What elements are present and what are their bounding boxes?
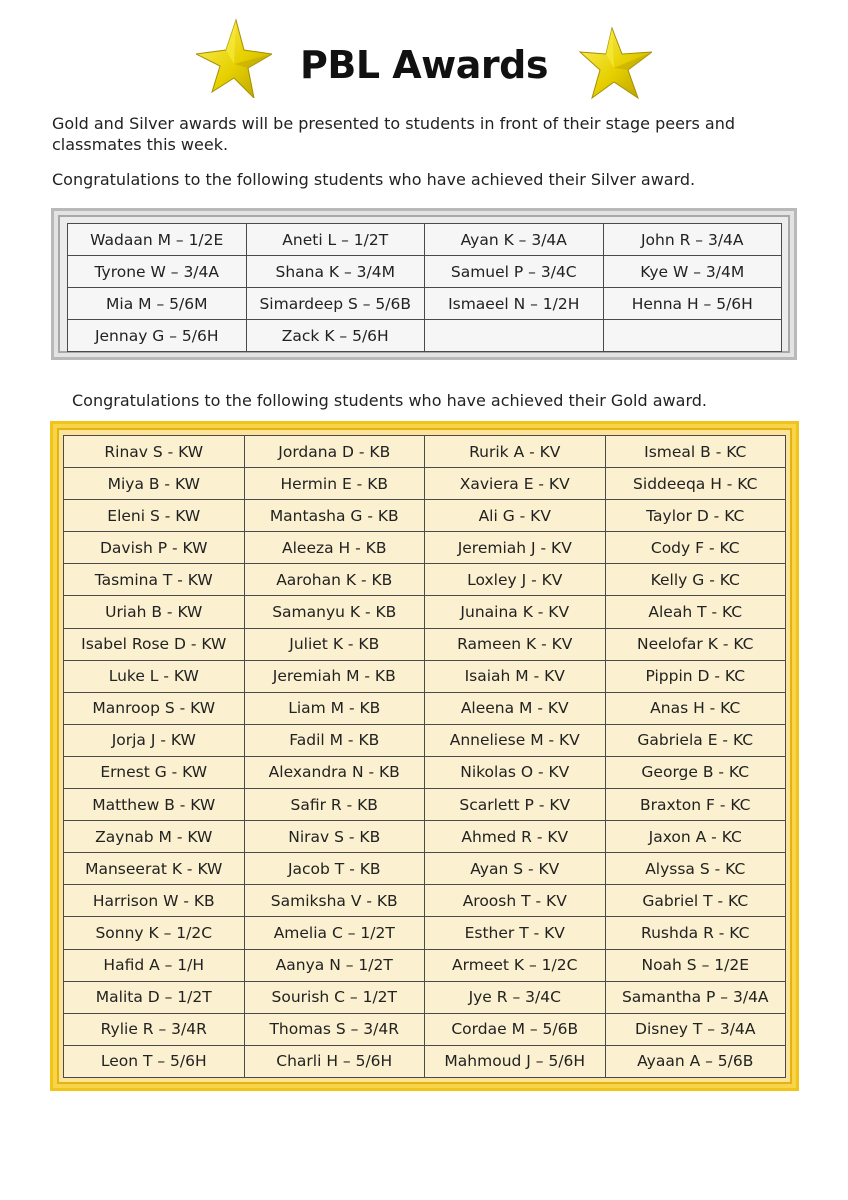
student-name-cell: Armeet K – 1/2C [425, 949, 606, 981]
student-name-cell: Thomas S – 3/4R [244, 1013, 425, 1045]
table-row [64, 949, 786, 981]
student-name-cell: Rushda R - KC [605, 917, 786, 949]
student-name-cell: Cody F - KC [605, 532, 786, 564]
student-name-cell: Aneti L – 1/2T [246, 224, 425, 256]
student-name-cell: Kelly G - KC [605, 564, 786, 596]
student-name-cell: Hermin E - KB [244, 468, 425, 500]
student-name-cell: Juliet K - KB [244, 628, 425, 660]
student-name-cell: Wadaan M – 1/2E [68, 224, 247, 256]
student-name-cell [425, 320, 604, 352]
silver-caption: Congratulations to the following students who have achieved their Silver award. [52, 170, 696, 189]
student-name-cell: Noah S – 1/2E [605, 949, 786, 981]
student-name-cell: Charli H – 5/6H [244, 1045, 425, 1077]
student-name-cell: Samuel P – 3/4C [425, 256, 604, 288]
student-name-cell: Ali G - KV [425, 500, 606, 532]
table-row [64, 628, 786, 660]
student-name-cell: Mia M – 5/6M [68, 288, 247, 320]
student-name-cell: Alexandra N - KB [244, 756, 425, 788]
student-name-cell: Sonny K – 1/2C [64, 917, 245, 949]
table-row [64, 821, 786, 853]
student-name-cell: Aarohan K - KB [244, 564, 425, 596]
student-name-cell: Isabel Rose D - KW [64, 628, 245, 660]
student-name-cell: Safir R - KB [244, 789, 425, 821]
table-row [64, 917, 786, 949]
student-name-cell: Tyrone W – 3/4A [68, 256, 247, 288]
student-name-cell: Eleni S - KW [64, 500, 245, 532]
student-name-cell: Samanyu K - KB [244, 596, 425, 628]
student-name-cell: Tasmina T - KW [64, 564, 245, 596]
student-name-cell: Ayan K – 3/4A [425, 224, 604, 256]
student-name-cell: Braxton F - KC [605, 789, 786, 821]
student-name-cell: Jeremiah M - KB [244, 660, 425, 692]
student-name-cell: Jorja J - KW [64, 724, 245, 756]
student-name-cell: Aleeza H - KB [244, 532, 425, 564]
student-name-cell: Gabriela E - KC [605, 724, 786, 756]
table-row [64, 660, 786, 692]
table-row [64, 468, 786, 500]
student-name-cell: Ahmed R - KV [425, 821, 606, 853]
table-row [64, 564, 786, 596]
student-name-cell: Alyssa S - KC [605, 853, 786, 885]
student-name-cell: Simardeep S – 5/6B [246, 288, 425, 320]
student-name-cell: Zack K – 5/6H [246, 320, 425, 352]
student-name-cell: Siddeeqa H - KC [605, 468, 786, 500]
student-name-cell: Ernest G - KW [64, 756, 245, 788]
student-name-cell: Ismaeel N – 1/2H [425, 288, 604, 320]
student-name-cell: Aanya N – 1/2T [244, 949, 425, 981]
table-row [64, 1045, 786, 1077]
student-name-cell: Samantha P – 3/4A [605, 981, 786, 1013]
table-row [64, 500, 786, 532]
student-name-cell [603, 320, 782, 352]
student-name-cell: Anneliese M - KV [425, 724, 606, 756]
gold-award-frame [50, 421, 799, 1091]
student-name-cell: Rurik A - KV [425, 436, 606, 468]
table-row [68, 320, 782, 352]
student-name-cell: John R – 3/4A [603, 224, 782, 256]
student-name-cell: Liam M - KB [244, 692, 425, 724]
table-row [64, 885, 786, 917]
student-name-cell: Sourish C – 1/2T [244, 981, 425, 1013]
table-row [64, 436, 786, 468]
student-name-cell: Jeremiah J - KV [425, 532, 606, 564]
student-name-cell: Miya B - KW [64, 468, 245, 500]
table-row [64, 1013, 786, 1045]
student-name-cell: Pippin D - KC [605, 660, 786, 692]
student-name-cell: Manroop S - KW [64, 692, 245, 724]
intro-paragraph: Gold and Silver awards will be presented to students in front of their stage peers and classmates this week. [52, 114, 736, 154]
table-row [64, 981, 786, 1013]
student-name-cell: Xaviera E - KV [425, 468, 606, 500]
student-name-cell: Jaxon A - KC [605, 821, 786, 853]
student-name-cell: Leon T – 5/6H [64, 1045, 245, 1077]
student-name-cell: Manseerat K - KW [64, 853, 245, 885]
student-name-cell: Harrison W - KB [64, 885, 245, 917]
table-row [68, 256, 782, 288]
table-row [68, 224, 782, 256]
student-name-cell: Samiksha V - KB [244, 885, 425, 917]
student-name-cell: Aleena M - KV [425, 692, 606, 724]
student-name-cell: Taylor D - KC [605, 500, 786, 532]
student-name-cell: Fadil M - KB [244, 724, 425, 756]
table-row [64, 724, 786, 756]
student-name-cell: Uriah B - KW [64, 596, 245, 628]
student-name-cell: Rameen K - KV [425, 628, 606, 660]
gold-award-table [63, 435, 786, 1078]
student-name-cell: Shana K – 3/4M [246, 256, 425, 288]
student-name-cell: Mantasha G - KB [244, 500, 425, 532]
student-name-cell: Ismeal B - KC [605, 436, 786, 468]
table-row [64, 692, 786, 724]
student-name-cell: Amelia C – 1/2T [244, 917, 425, 949]
gold-caption: Congratulations to the following students who have achieved their Gold award. [72, 391, 707, 410]
silver-award-table [67, 223, 782, 352]
page-title: PBL Awards [300, 43, 548, 87]
student-name-cell: Luke L - KW [64, 660, 245, 692]
student-name-cell: Kye W – 3/4M [603, 256, 782, 288]
silver-award-frame [51, 208, 797, 360]
student-name-cell: Malita D – 1/2T [64, 981, 245, 1013]
student-name-cell: Junaina K - KV [425, 596, 606, 628]
student-name-cell: Neelofar K - KC [605, 628, 786, 660]
table-row [64, 532, 786, 564]
student-name-cell: Nirav S - KB [244, 821, 425, 853]
student-name-cell: Nikolas O - KV [425, 756, 606, 788]
student-name-cell: Isaiah M - KV [425, 660, 606, 692]
table-row [64, 596, 786, 628]
student-name-cell: Davish P - KW [64, 532, 245, 564]
student-name-cell: Jordana D - KB [244, 436, 425, 468]
student-name-cell: Disney T – 3/4A [605, 1013, 786, 1045]
student-name-cell: Rylie R – 3/4R [64, 1013, 245, 1045]
table-row [68, 288, 782, 320]
student-name-cell: Cordae M – 5/6B [425, 1013, 606, 1045]
student-name-cell: Gabriel T - KC [605, 885, 786, 917]
student-name-cell: Loxley J - KV [425, 564, 606, 596]
student-name-cell: Ayan S - KV [425, 853, 606, 885]
student-name-cell: Matthew B - KW [64, 789, 245, 821]
student-name-cell: Aroosh T - KV [425, 885, 606, 917]
student-name-cell: Mahmoud J – 5/6H [425, 1045, 606, 1077]
student-name-cell: Hafid A – 1/H [64, 949, 245, 981]
student-name-cell: Jye R – 3/4C [425, 981, 606, 1013]
student-name-cell: Zaynab M - KW [64, 821, 245, 853]
student-name-cell: Ayaan A – 5/6B [605, 1045, 786, 1077]
table-row [64, 853, 786, 885]
student-name-cell: Esther T - KV [425, 917, 606, 949]
table-row [64, 756, 786, 788]
student-name-cell: Anas H - KC [605, 692, 786, 724]
student-name-cell: George B - KC [605, 756, 786, 788]
student-name-cell: Jacob T - KB [244, 853, 425, 885]
table-row [64, 789, 786, 821]
student-name-cell: Scarlett P - KV [425, 789, 606, 821]
student-name-cell: Henna H – 5/6H [603, 288, 782, 320]
student-name-cell: Rinav S - KW [64, 436, 245, 468]
student-name-cell: Jennay G – 5/6H [68, 320, 247, 352]
student-name-cell: Aleah T - KC [605, 596, 786, 628]
